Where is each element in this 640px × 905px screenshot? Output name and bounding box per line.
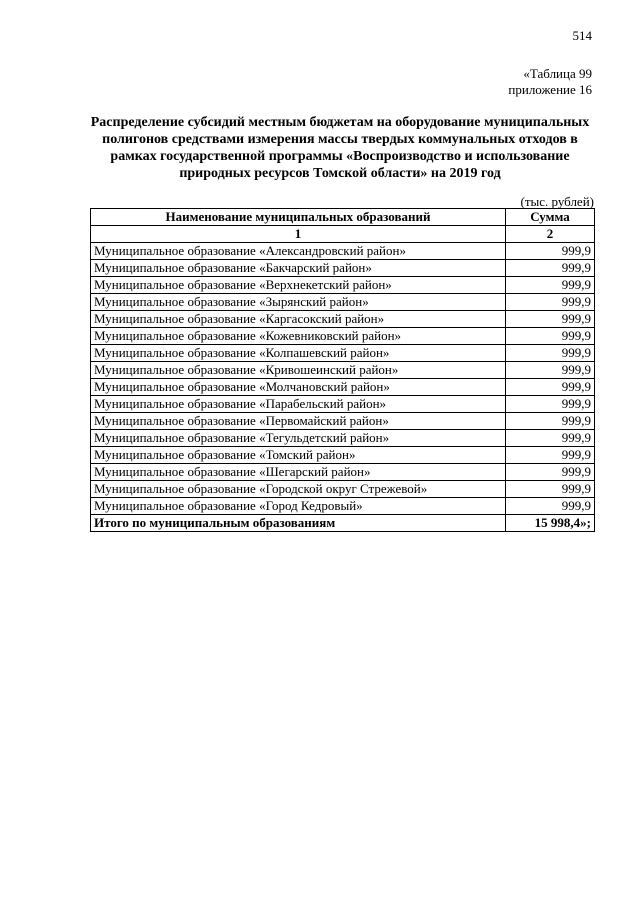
subsidy-amount: 999,9 xyxy=(506,294,595,311)
column-number: 2 xyxy=(506,226,595,243)
table-row xyxy=(91,277,595,294)
municipality-name: Муниципальное образование «Шегарский район» xyxy=(91,464,506,481)
table-row xyxy=(91,447,595,464)
subsidy-amount: 999,9 xyxy=(506,362,595,379)
table-header-row xyxy=(91,209,595,226)
title-line: Распределение субсидий местным бюджетам на оборудование муниципальных xyxy=(90,115,590,130)
table-row xyxy=(91,294,595,311)
title-line: рамках государственной программы «Воспроизводство и использование xyxy=(110,149,570,164)
municipality-name: Муниципальное образование «Зырянский район» xyxy=(91,294,506,311)
municipality-name: Муниципальное образование «Каргасокский район» xyxy=(91,311,506,328)
total-value: 15 998,4»; xyxy=(506,515,595,532)
municipality-name: Муниципальное образование «Колпашевский район» xyxy=(91,345,506,362)
table-row xyxy=(91,498,595,515)
column-number-row xyxy=(91,226,595,243)
table-row xyxy=(91,481,595,498)
column-number: 1 xyxy=(91,226,506,243)
municipality-name: Муниципальное образование «Первомайский район» xyxy=(91,413,506,430)
table-row xyxy=(91,345,595,362)
appendix-label: приложение 16 xyxy=(508,82,592,97)
subsidy-amount: 999,9 xyxy=(506,260,595,277)
table-row xyxy=(91,362,595,379)
subsidy-amount: 999,9 xyxy=(506,328,595,345)
subsidy-amount: 999,9 xyxy=(506,413,595,430)
header-sum: Сумма xyxy=(506,209,595,226)
municipality-name: Муниципальное образование «Кожевниковский район» xyxy=(91,328,506,345)
table-row xyxy=(91,464,595,481)
municipality-name: Муниципальное образование «Томский район» xyxy=(91,447,506,464)
municipality-name: Муниципальное образование «Александровский район» xyxy=(91,243,506,260)
subsidy-amount: 999,9 xyxy=(506,345,595,362)
table-row xyxy=(91,396,595,413)
page-number: 514 xyxy=(572,28,592,43)
subsidy-amount: 999,9 xyxy=(506,396,595,413)
subsidy-amount: 999,9 xyxy=(506,277,595,294)
table-row xyxy=(91,311,595,328)
title-line: природных ресурсов Томской области» на 2019 год xyxy=(179,166,501,181)
subsidy-amount: 999,9 xyxy=(506,498,595,515)
document-title xyxy=(80,114,600,182)
subsidy-table xyxy=(90,208,595,532)
total-label: Итого по муниципальным образованиям xyxy=(91,515,506,532)
title-line: полигонов средствами измерения массы твердых коммунальных отходов в xyxy=(102,132,578,147)
table-row xyxy=(91,328,595,345)
municipality-name: Муниципальное образование «Парабельский район» xyxy=(91,396,506,413)
municipality-name: Муниципальное образование «Бакчарский район» xyxy=(91,260,506,277)
subsidy-amount: 999,9 xyxy=(506,243,595,260)
table-row xyxy=(91,260,595,277)
subsidy-amount: 999,9 xyxy=(506,481,595,498)
subsidy-amount: 999,9 xyxy=(506,430,595,447)
header-name: Наименование муниципальных образований xyxy=(91,209,506,226)
table-row xyxy=(91,243,595,260)
table-body xyxy=(91,243,595,515)
subsidy-amount: 999,9 xyxy=(506,464,595,481)
municipality-name: Муниципальное образование «Кривошеинский район» xyxy=(91,362,506,379)
municipality-name: Муниципальное образование «Молчановский район» xyxy=(91,379,506,396)
table-row xyxy=(91,379,595,396)
units-label: (тыс. рублей) xyxy=(520,194,594,209)
table-row xyxy=(91,430,595,447)
subsidy-amount: 999,9 xyxy=(506,311,595,328)
municipality-name: Муниципальное образование «Городской округ Стрежевой» xyxy=(91,481,506,498)
table-number: «Таблица 99 xyxy=(523,66,592,81)
municipality-name: Муниципальное образование «Тегульдетский район» xyxy=(91,430,506,447)
table-row xyxy=(91,413,595,430)
subsidy-amount: 999,9 xyxy=(506,379,595,396)
total-row xyxy=(91,515,595,532)
municipality-name: Муниципальное образование «Город Кедровый» xyxy=(91,498,506,515)
subsidy-amount: 999,9 xyxy=(506,447,595,464)
municipality-name: Муниципальное образование «Верхнекетский район» xyxy=(91,277,506,294)
table-reference xyxy=(508,66,592,98)
